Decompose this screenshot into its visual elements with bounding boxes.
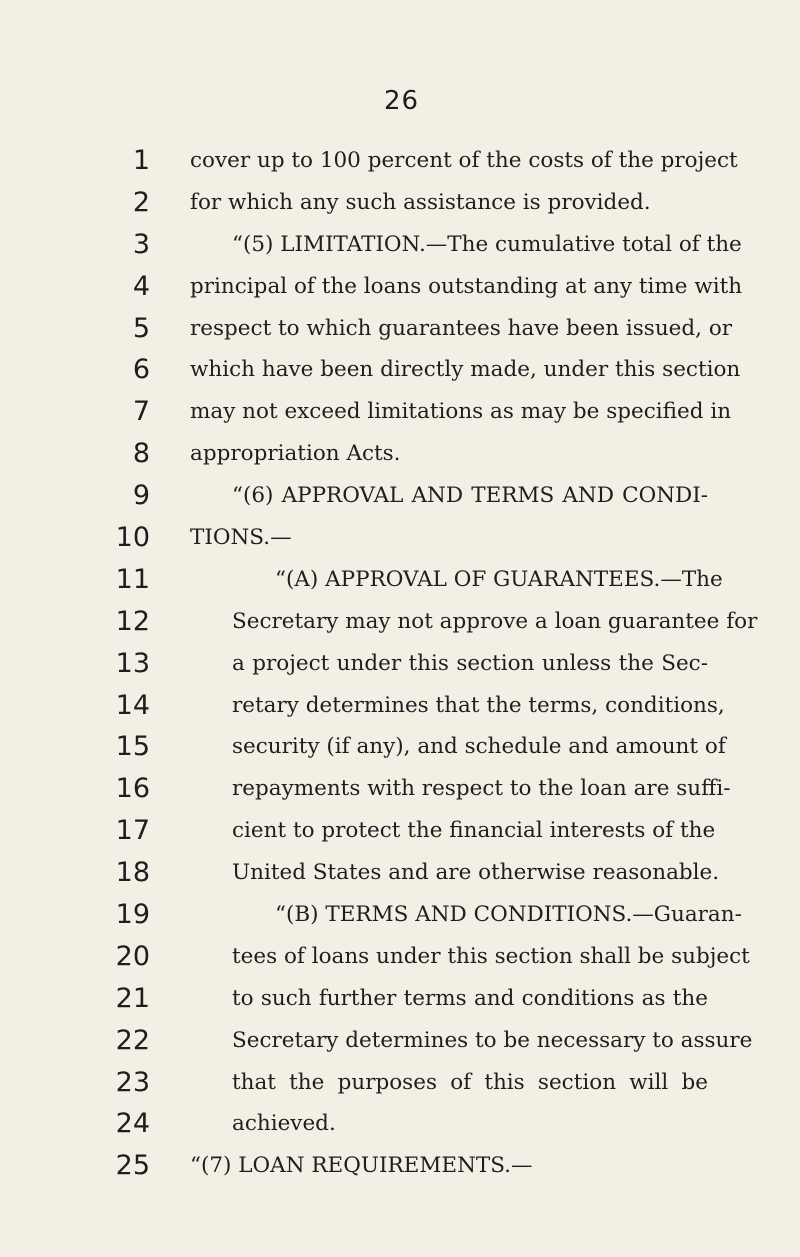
line-number: 9 xyxy=(132,480,150,512)
text-line: Secretary may not approve a loan guarantee for xyxy=(232,608,758,634)
text-line: retary determines that the terms, conditions, xyxy=(232,692,725,718)
text-line: achieved. xyxy=(232,1111,336,1137)
line-number: 16 xyxy=(115,773,150,805)
line-number: 11 xyxy=(115,563,150,595)
text-line: United States and are otherwise reasonable. xyxy=(232,860,720,886)
line-number: 24 xyxy=(115,1108,150,1140)
text-line: security (if any), and schedule and amount of xyxy=(232,734,726,760)
line-number: 8 xyxy=(132,438,150,470)
text-line: that the purposes of this section will be xyxy=(232,1069,708,1095)
text-line: cient to protect the financial interests of the xyxy=(232,818,716,844)
line-number: 2 xyxy=(132,186,150,218)
line-number: 13 xyxy=(115,647,150,679)
line-number: 7 xyxy=(132,396,150,428)
text-line: principal of the loans outstanding at any time with xyxy=(190,273,743,299)
text-line: for which any such assistance is provided. xyxy=(190,189,651,215)
text-line: repayments with respect to the loan are suffi- xyxy=(232,776,731,802)
line-number: 25 xyxy=(115,1150,150,1182)
line-number: 18 xyxy=(115,857,150,889)
line-number: 23 xyxy=(115,1066,150,1098)
text-line: which have been directly made, under this section xyxy=(190,357,741,383)
text-line: cover up to 100 percent of the costs of the project xyxy=(190,148,738,173)
line-number: 15 xyxy=(115,731,150,763)
text-line: TIONS.— xyxy=(190,525,292,551)
text-line: to such further terms and conditions as the xyxy=(232,985,708,1011)
line-number: 10 xyxy=(115,522,150,554)
line-number: 21 xyxy=(115,982,150,1014)
text-line: “(7) LOAN REQUIREMENTS.— xyxy=(190,1153,533,1179)
line-number: 22 xyxy=(115,1024,150,1056)
text-line: “(5) LIMITATION.—The cumulative total of the xyxy=(232,231,742,257)
line-number: 14 xyxy=(115,689,150,721)
page-number: 26 xyxy=(384,86,420,116)
line-number: 19 xyxy=(115,899,150,931)
text-line: Secretary determines to be necessary to assure xyxy=(232,1027,753,1053)
line-number: 17 xyxy=(115,815,150,847)
line-number: 4 xyxy=(132,270,150,302)
text-line: tees of loans under this section shall be subject xyxy=(232,943,750,969)
line-number: 6 xyxy=(132,354,150,386)
text-line: a project under this section unless the Sec- xyxy=(232,650,708,676)
text-line: appropriation Acts. xyxy=(190,441,401,467)
line-number: 12 xyxy=(115,605,150,637)
text-line: “(A) APPROVAL OF GUARANTEES.—The xyxy=(275,566,723,592)
text-line: “(6) APPROVAL AND TERMS AND CONDI- xyxy=(232,483,708,509)
line-number: 5 xyxy=(132,312,150,344)
text-line: respect to which guarantees have been issued, or xyxy=(190,315,733,341)
text-line: may not exceed limitations as may be specified in xyxy=(190,399,732,425)
line-number: 3 xyxy=(132,228,150,260)
line-number: 1 xyxy=(132,145,150,176)
line-number: 20 xyxy=(115,940,150,972)
text-line: “(B) TERMS AND CONDITIONS.—Guaran- xyxy=(275,902,742,928)
bill-text xyxy=(0,140,800,1187)
